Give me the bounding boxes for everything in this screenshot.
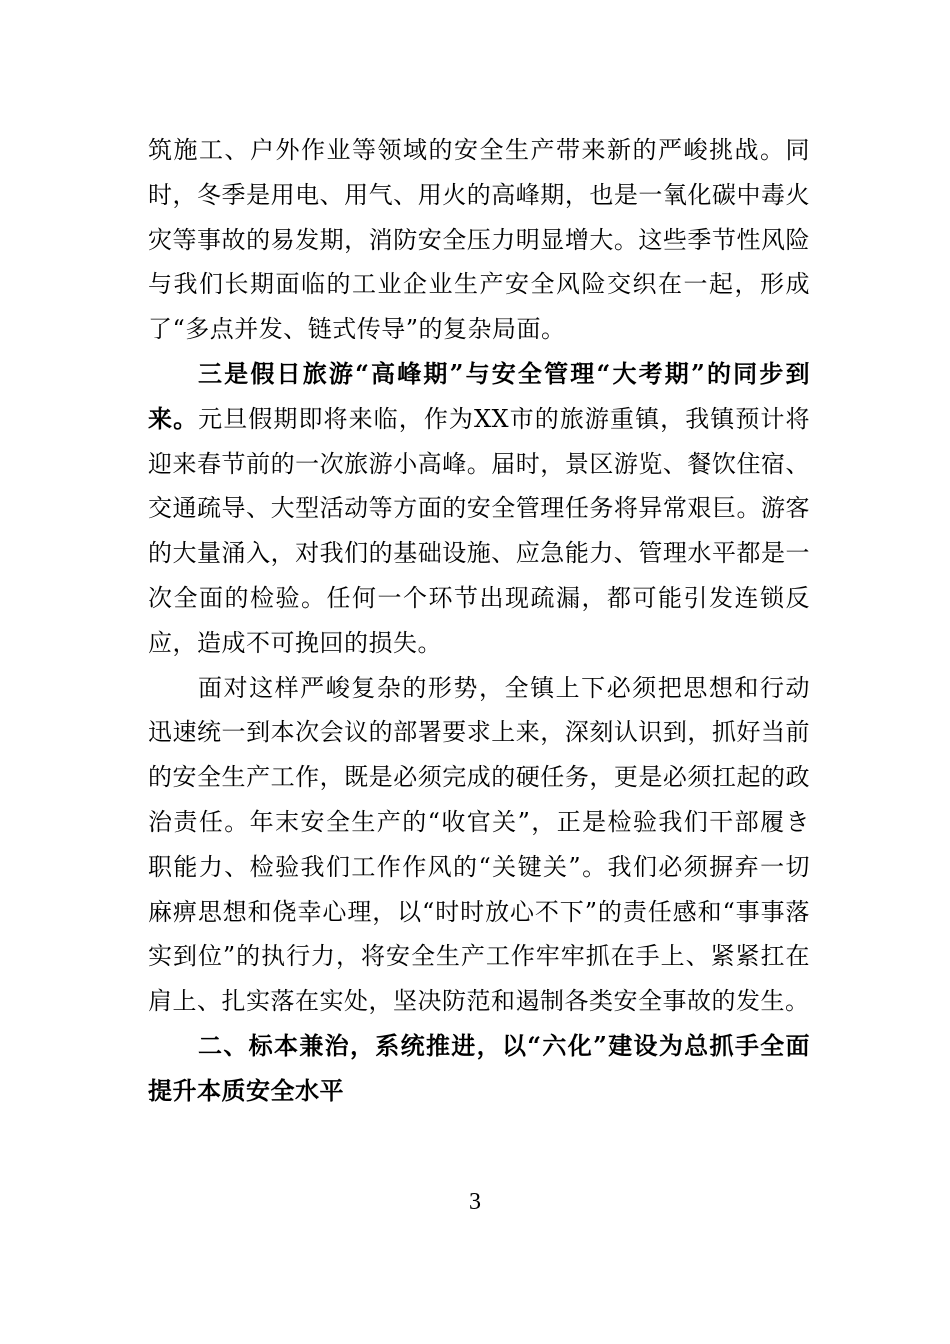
paragraph-situation-summary: 面对这样严峻复杂的形势，全镇上下必须把思想和行动迅速统一到本次会议的部署要求上来，深刻认识到，抓好当前的安全生产工作，既是必须完成的硬任务，更是必须扛起的政治责任。年末安全生产的“收官关”，正是检验我们干部履き职能力、检验我们工作作风的“关键关”。我们必须摒弃一切麻痹思想和侥幸心理，以“时时放心不下”的责任感和“事事落实到位”的执行力，将安全生产工作牢牢抓在手上、紧紧扛在肩上、扎实落在实处，坚决防范和遏制各类安全事故的发生。 xyxy=(148,673,810,1016)
paragraph-bold-lead: 三是假日旅游“高峰期”与安全管理“大考期”的同步到来。 xyxy=(148,358,810,433)
paragraph-body: 元旦假期即将来临，作为XX市的旅游重镇，我镇预计将迎来春节前的一次旅游小高峰。届时，景区游览、餐饮住宿、交通疏导、大型活动等方面的安全管理任务将异常艰巨。游客的大量涌入，对我们的基础设施、应急能力、管理水平都是一次全面的检验。任何一个环节出现疏漏，都可能引发连锁反应，造成不可挽回的损失。 xyxy=(148,404,811,657)
paragraph-continuation: 筑施工、户外作业等领域的安全生产带来新的严峻挑战。同时，冬季是用电、用气、用火的高峰期，也是一氧化碳中毒火灾等事故的易发期，消防安全压力明显增大。这些季节性风险与我们长期面临的工业企业生产安全风险交织在一起，形成了“多点并发、链式传导”的复杂局面。 xyxy=(148,136,810,344)
page-number: 3 xyxy=(469,1189,481,1215)
body-text xyxy=(148,128,810,1114)
paragraph-holiday-tourism xyxy=(148,352,810,666)
section-heading: 二、标本兼治，系统推进，以“六化”建设为总抓手全面提升本质安全水平 xyxy=(148,1030,810,1105)
